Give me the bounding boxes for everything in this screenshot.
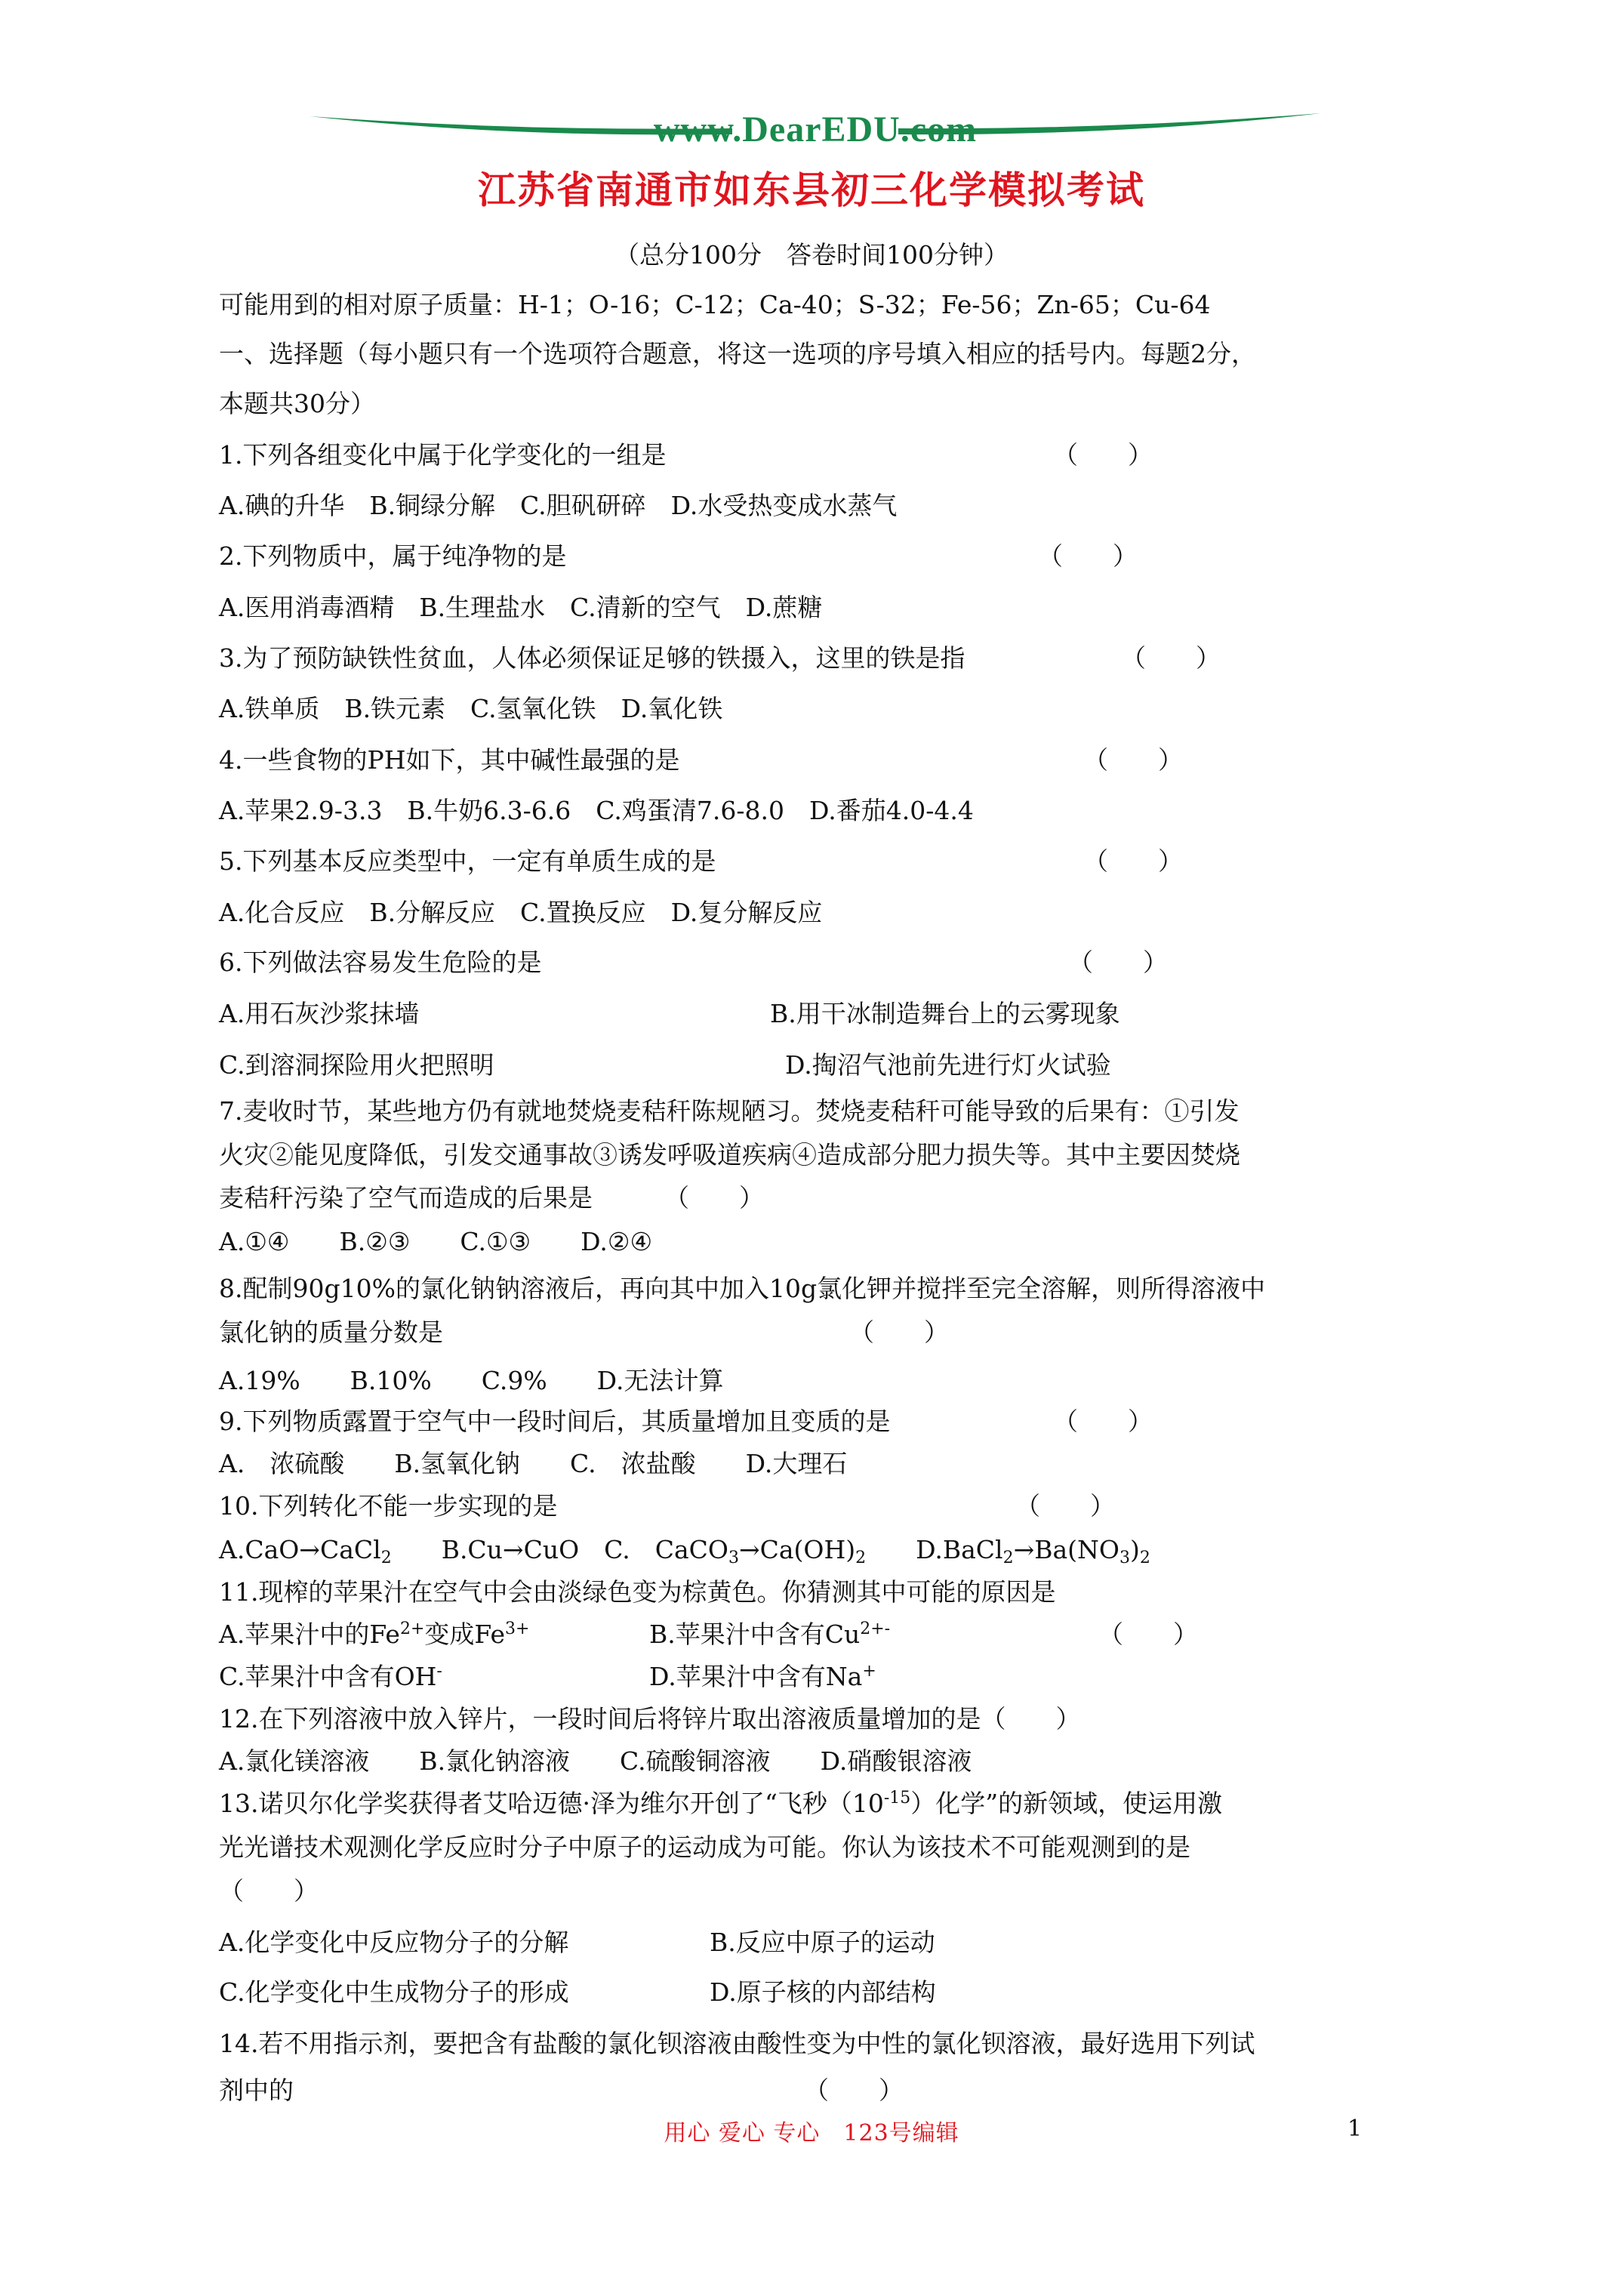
q14-line1: 14.若不用指示剂，要把含有盐酸的氯化钡溶液由酸性变为中性的氯化钡溶液，最好选用下列试 xyxy=(219,2029,1255,2058)
q11-option-d: D.苹果汁中含有Na+ xyxy=(649,1662,876,1691)
q13-line2: 光光谱技术观测化学反应时分子中原子的运动成为可能。你认为该技术不可能观测到的是 xyxy=(219,1832,1190,1862)
q10-answer-blank: （ ） xyxy=(1015,1491,1115,1521)
q11-answer-blank: （ ） xyxy=(1098,1620,1198,1649)
q13-answer-blank: （ ） xyxy=(219,1876,319,1906)
q6-stem: 6.下列做法容易发生危险的是 xyxy=(219,948,542,977)
q10-stem: 10.下列转化不能一步实现的是 xyxy=(219,1491,558,1521)
q7-line1: 7.麦收时节，某些地方仍有就地焚烧麦秸秆陈规陋习。焚烧麦秸秆可能导致的后果有：①引发 xyxy=(219,1096,1240,1126)
q6-option-d: D.掏沼气池前先进行灯火试验 xyxy=(785,1050,1111,1080)
page-subtitle: （总分100分 答卷时间100分钟） xyxy=(614,240,1009,270)
q9-options: A. 浓硫酸 B.氢氧化钠 C. 浓盐酸 D.大理石 xyxy=(219,1449,848,1478)
q5-options: A.化合反应 B.分解反应 C.置换反应 D.复分解反应 xyxy=(219,898,823,927)
q9-stem: 9.下列物质露置于空气中一段时间后，其质量增加且变质的是 xyxy=(219,1407,891,1436)
q10-option-d: $D.BaCl_2\to Ba(NO_3)_2$ xyxy=(916,1535,1150,1567)
page-title: 江苏省南通市如东县初三化学模拟考试 xyxy=(478,168,1145,212)
q1-options: A.碘的升华 B.铜绿分解 C.胆矾研碎 D.水受热变成水蒸气 xyxy=(219,491,898,520)
footer-text: 用心 爱心 专心 123号编辑 xyxy=(664,2120,959,2147)
section-heading-line1: 一、选择题（每小题只有一个选项符合题意，将这一选项的序号填入相应的括号内。每题2分， xyxy=(219,339,1256,368)
section-heading-line2: 本题共30分） xyxy=(219,389,375,418)
q12-options: A.氯化镁溶液 B.氯化钠溶液 C.硫酸铜溶液 D.硝酸银溶液 xyxy=(219,1746,972,1776)
q7-options: A.①④ B.②③ C.①③ D.②④ xyxy=(219,1227,653,1256)
q13-option-b: B.反应中原子的运动 xyxy=(710,1928,935,1957)
q8-options: A.19% B.10% C.9% D.无法计算 xyxy=(219,1366,724,1395)
q11-option-a: A.苹果汁中的$Fe^{2+}$变成$Fe^{3+}$ xyxy=(219,1620,530,1649)
q10-option-b: B.Cu→CuO xyxy=(441,1535,580,1564)
q9-answer-blank: （ ） xyxy=(1053,1407,1153,1436)
q8-answer-blank: （ ） xyxy=(849,1318,949,1347)
q5-stem: 5.下列基本反应类型中，一定有单质生成的是 xyxy=(219,846,716,876)
q10-option-a: A.CaO→CaCl xyxy=(219,1535,381,1564)
atomic-masses: 可能用到的相对原子质量：H-1；O-16；C-12；Ca-40；S-32；Fe-56；Zn-65；Cu-64 xyxy=(219,290,1211,319)
q8-line1: 8.配制90g10%的氯化钠钠溶液后，再向其中加入10g氯化钾并搅拌至完全溶解，则所得溶液中 xyxy=(219,1274,1266,1303)
q11-stem: 11.现榨的苹果汁在空气中会由淡绿色变为棕黄色。你猜测其中可能的原因是 xyxy=(219,1577,1056,1607)
q2-stem: 2.下列物质中，属于纯净物的是 xyxy=(219,541,567,571)
q3-options: A.铁单质 B.铁元素 C.氢氧化铁 D.氧化铁 xyxy=(219,694,723,723)
q3-answer-blank: （ ） xyxy=(1121,643,1221,673)
q10-options: A.CaO→CaCl$_2$ B.Cu→CuO C. $CaCO_3\to Ca(OH)_2$ $D.BaCl_2\to Ba(NO_3)_2$ xyxy=(219,1535,1150,1567)
q7-answer-blank: （ ） xyxy=(664,1183,764,1213)
q5-answer-blank: （ ） xyxy=(1083,846,1183,876)
header-logo xyxy=(310,106,1321,148)
q7-line3: 麦秸秆污染了空气而造成的后果是 xyxy=(219,1183,593,1213)
q3-stem: 3.为了预防缺铁性贫血，人体必须保证足够的铁摄入，这里的铁是指 xyxy=(219,643,965,673)
q12-stem: 12.在下列溶液中放入锌片，一段时间后将锌片取出溶液质量增加的是（ ） xyxy=(219,1704,1081,1734)
q14-line2: 剂中的 xyxy=(219,2076,294,2105)
q6-option-c: C.到溶洞探险用火把照明 xyxy=(219,1050,494,1080)
q13-option-d: D.原子核的内部结构 xyxy=(710,1977,936,2007)
q7-line2: 火灾②能见度降低，引发交通事故③诱发呼吸道疾病④造成部分肥力损失等。其中主要因焚烧 xyxy=(219,1140,1240,1170)
q13-option-c: C.化学变化中生成物分子的形成 xyxy=(219,1977,569,2007)
q2-answer-blank: （ ） xyxy=(1038,541,1138,571)
brand-text: www.DearEDU.com xyxy=(653,109,978,149)
q10-option-c: C. $CaCO_3\to Ca(OH)_2$ xyxy=(604,1535,867,1567)
q1-answer-blank: （ ） xyxy=(1053,440,1153,470)
q4-options: A.苹果2.9-3.3 B.牛奶6.3-6.6 C.鸡蛋清7.6-8.0 D.番茄4.0-4.4 xyxy=(219,796,974,825)
q2-options: A.医用消毒酒精 B.生理盐水 C.清新的空气 D.蔗糖 xyxy=(219,593,823,622)
page-number: 1 xyxy=(1347,2116,1363,2142)
q4-stem: 4.一些食物的PH如下，其中碱性最强的是 xyxy=(219,745,680,775)
q4-answer-blank: （ ） xyxy=(1083,745,1183,775)
q11-option-c: C.苹果汁中含有OH- xyxy=(219,1662,442,1691)
q6-option-a: A.用石灰沙浆抹墙 xyxy=(219,999,420,1028)
q13-option-a: A.化学变化中反应物分子的分解 xyxy=(219,1928,569,1957)
q13-line1: 13.诺贝尔化学奖获得者艾哈迈德·泽为维尔开创了“飞秒$(10^{-15})$化学”的新领域，使运用激 xyxy=(219,1789,1223,1818)
q6-answer-blank: （ ） xyxy=(1068,948,1168,977)
q14-answer-blank: （ ） xyxy=(804,2076,904,2105)
q8-line2: 氯化钠的质量分数是 xyxy=(219,1318,443,1347)
q6-option-b: B.用干冰制造舞台上的云雾现象 xyxy=(770,999,1120,1028)
q1-stem: 1.下列各组变化中属于化学变化的一组是 xyxy=(219,440,667,470)
q11-option-b: B.苹果汁中含有$Cu^{2+-}$ xyxy=(649,1620,891,1649)
